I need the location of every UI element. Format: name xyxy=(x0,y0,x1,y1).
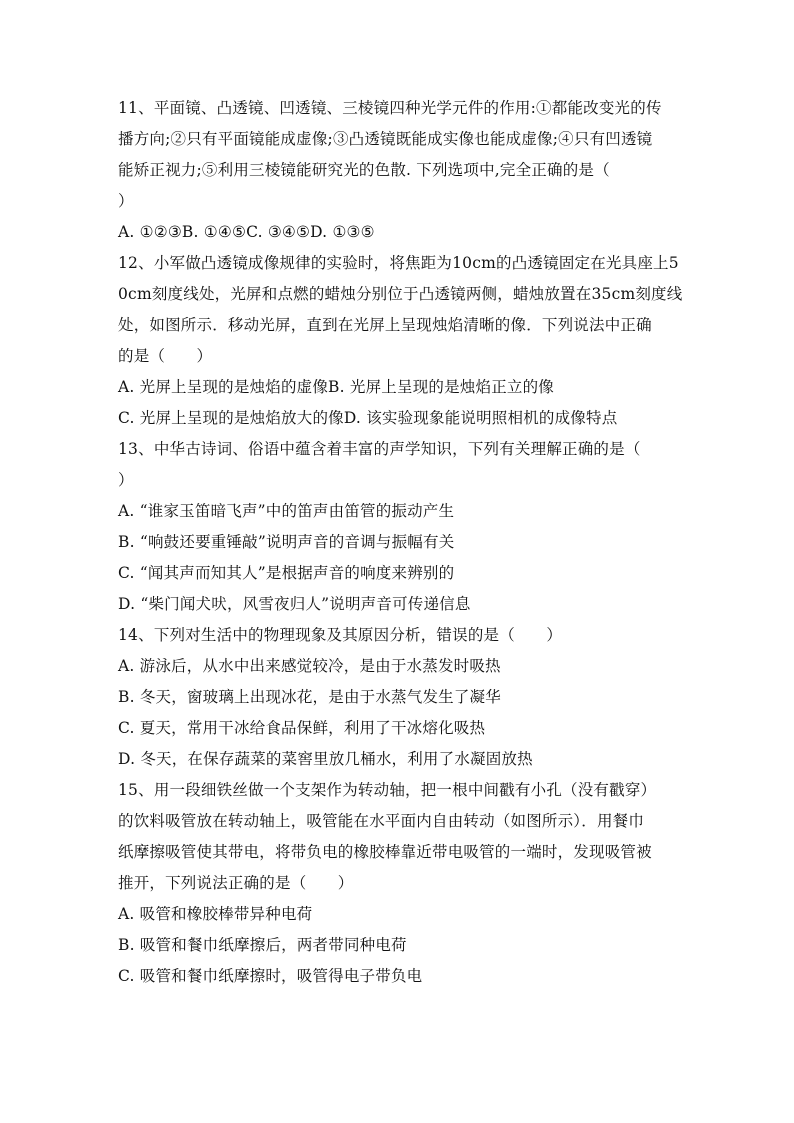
question-12-option-ab: A. 光屏上呈现的是烛焰的虚像B. 光屏上呈现的是烛焰正立的像 xyxy=(118,378,554,396)
question-15-option-a: A. 吸管和橡胶棒带异种电荷 xyxy=(118,905,313,923)
question-11-line-1: 11、平面镜、凸透镜、凹透镜、三棱镜四种光学元件的作用:①都能改变光的传 xyxy=(118,99,662,117)
question-14-option-b: B. 冬天，窗玻璃上出现冰花，是由于水蒸气发生了凝华 xyxy=(118,688,501,706)
question-12-line-3: 处，如图所示．移动光屏，直到在光屏上呈现烛焰清晰的像．下列说法中正确 xyxy=(118,316,652,334)
question-12-line-4: 的是（ ） xyxy=(118,347,213,365)
question-11-options: A. ①②③B. ①④⑤C. ③④⑤D. ①③⑤ xyxy=(118,223,375,241)
question-13-line-2: ） xyxy=(118,471,134,489)
question-14-option-d: D. 冬天，在保存蔬菜的菜窖里放几桶水，利用了水凝固放热 xyxy=(118,750,533,768)
question-15-option-c: C. 吸管和餐巾纸摩擦时，吸管得电子带负电 xyxy=(118,967,423,985)
question-15-line-3: 纸摩擦吸管使其带电，将带负电的橡胶棒靠近带电吸管的一端时，发现吸管被 xyxy=(118,843,652,861)
question-12-line-2: 0cm刻度线处，光屏和点燃的蜡烛分别位于凸透镜两侧，蜡烛放置在35cm刻度线 xyxy=(118,285,683,303)
question-15-option-b: B. 吸管和餐巾纸摩擦后，两者带同种电荷 xyxy=(118,936,407,954)
question-13-option-a: A. “谁家玉笛暗飞声”中的笛声由笛管的振动产生 xyxy=(118,502,455,520)
question-14-option-c: C. 夏天，常用干冰给食品保鲜，利用了干冰熔化吸热 xyxy=(118,719,486,737)
question-13-option-d: D. “柴门闻犬吠，风雪夜归人”说明声音可传递信息 xyxy=(118,595,471,613)
question-15-line-1: 15、用一段细铁丝做一个支架作为转动轴，把一根中间戳有小孔（没有戳穿） xyxy=(118,781,657,799)
question-15-line-2: 的饮料吸管放在转动轴上，吸管能在水平面内自由转动（如图所示）．用餐巾 xyxy=(118,812,645,830)
question-12-option-cd: C. 光屏上呈现的是烛焰放大的像D. 该实验现象能说明照相机的成像特点 xyxy=(118,409,618,427)
question-14-option-a: A. 游泳后，从水中出来感觉较冷，是由于水蒸发时吸热 xyxy=(118,657,501,675)
question-11-line-2: 播方向;②只有平面镜能成虚像;③凸透镜既能成实像也能成虚像;④只有凹透镜 xyxy=(118,130,653,148)
question-13-line-1: 13、中华古诗词、俗语中蕴含着丰富的声学知识，下列有关理解正确的是（ xyxy=(118,440,641,458)
question-11-line-3: 能矫正视力;⑤利用三棱镜能研究光的色散. 下列选项中,完全正确的是（ xyxy=(118,161,610,179)
question-14-line-1: 14、下列对生活中的物理现象及其原因分析，错误的是（ ） xyxy=(118,626,563,644)
question-12-line-1: 12、小军做凸透镜成像规律的实验时，将焦距为10cm的凸透镜固定在光具座上5 xyxy=(118,254,679,272)
question-13-option-c: C. “闻其声而知其人”是根据声音的响度来辨别的 xyxy=(118,564,455,582)
question-15-line-4: 推开，下列说法正确的是（ ） xyxy=(118,874,354,892)
question-13-option-b: B. “响鼓还要重锤敲”说明声音的音调与振幅有关 xyxy=(118,533,455,551)
question-11-line-4: ） xyxy=(118,192,134,210)
